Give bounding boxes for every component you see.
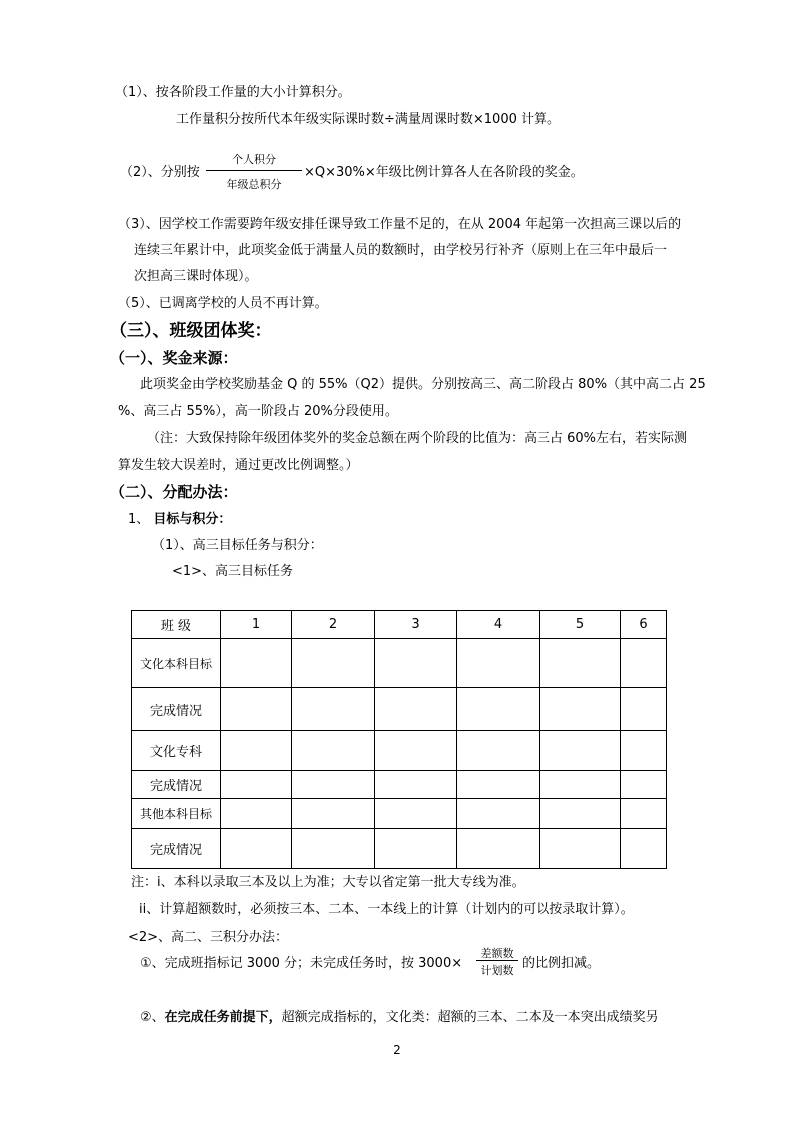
row-label: 完成情况 [132,771,221,799]
c2-line [140,1009,659,1027]
source-note-2: 算发生较大误差时，通过更改比例调整。） [118,458,359,473]
page-number: 2 [393,1043,401,1057]
row-label: 文化专科 [132,731,221,771]
item-3-line-3: 次担高三课时体现）。 [134,269,258,284]
method-item-1-number: 1、 [128,512,150,527]
table-header-cell: 3 [375,611,457,639]
c1-prefix: ①、完成班指标记 3000 分；未完成任务时，按 3000× [140,956,463,971]
item-2-suffix: ×Q×30%×年级比例计算各人在各阶段的奖金。 [304,165,584,180]
table-row [132,731,667,771]
table-header-row [132,611,667,639]
table-header-cell: 2 [292,611,375,639]
table-row [132,639,667,688]
method-item-1-label: 目标与积分： [153,512,232,527]
section-3-title: （三）、班级团体奖： [110,321,272,341]
method-sub-1: （1）、高三目标任务与积分： [152,538,323,553]
fraction-bar [206,170,302,171]
table-header-cell: 4 [457,611,540,639]
sub-2: <2>、高二、三积分办法： [128,930,289,945]
row-label: 文化本科目标 [132,639,221,688]
method-title: （二）、分配办法： [110,483,238,501]
item-1-detail: 工作量积分按所代本年级实际课时数÷满量周课时数×1000 计算。 [176,112,561,127]
fraction-bar [476,960,518,961]
c1-numerator: 差额数 [480,947,514,960]
c2-number: ②、 [140,1010,165,1025]
item-2-numerator: 个人积分 [232,153,276,166]
source-title: （一）、奖金来源： [110,349,238,367]
c2-bold: 在完成任务前提下， [164,1010,282,1025]
c1-denominator: 计划数 [480,964,514,977]
c2-rest: 超额完成指标的，文化类：超额的三本、二本及一本突出成绩奖另 [281,1010,659,1025]
item-1: （1）、按各阶段工作量的大小计算积分。 [115,85,351,100]
table-row [132,688,667,731]
table-row [132,799,667,829]
source-line-1: 此项奖金由学校奖励基金 Q 的 55%（Q2）提供。分别按高三、高二阶段占 80%（其中高二占 25 [140,377,706,392]
note-i: 注：i、本科以录取三本及以上为准；大专以省定第一批大专线为准。 [131,875,525,890]
item-5: （5）、已调离学校的人员不再计算。 [118,296,328,311]
source-note-1: （注：大致保持除年级团体奖外的奖金总额在两个阶段的比值为：高三占 60%左右，若实际测 [147,431,688,446]
method-item-1 [128,511,231,529]
table-row [132,771,667,799]
table-header-cell: 5 [540,611,621,639]
item-3-line-2: 连续三年累计中，此项奖金低于满量人员的数额时，由学校另行补齐（原则上在三年中最后一 [134,243,668,258]
method-sub-1a: <1>、高三目标任务 [172,564,294,579]
row-label: 完成情况 [132,829,221,869]
note-ii: ii、计算超额数时，必须按三本、二本、一本线上的计算（计划内的可以按录取计算）。 [139,902,634,917]
table-header-cell: 1 [221,611,292,639]
item-2-prefix: （2）、分别按 [120,165,200,180]
row-label: 完成情况 [132,688,221,731]
item-3-line-1: （3）、因学校工作需要跨年级安排任课导致工作量不足的，在从 2004 年起第一次担高三课以后的 [118,217,682,232]
item-2-denominator: 年级总积分 [226,178,282,191]
table-row [132,829,667,869]
target-table [131,610,667,869]
table-header-cell: 6 [621,611,667,639]
source-line-2: %、高三占 55%），高一阶段占 20%分段使用。 [118,404,398,419]
c1-suffix: 的比例扣减。 [522,956,601,971]
row-label: 其他本科目标 [132,799,221,829]
table-header-cell: 班 级 [132,611,221,639]
